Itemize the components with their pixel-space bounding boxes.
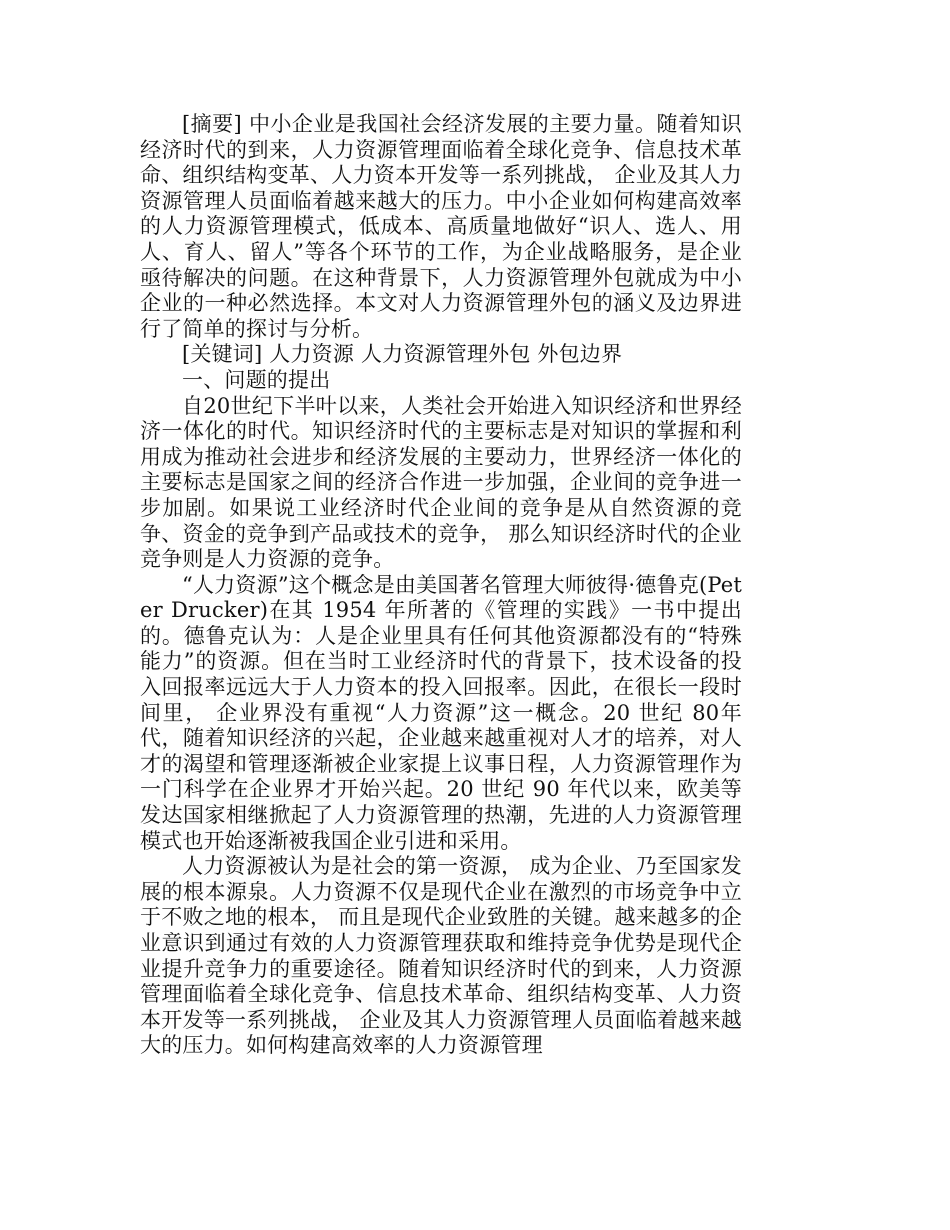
body-paragraph-1: 自20世纪下半叶以来，人类社会开始进入知识经济和世界经济一体化的时代。知识经济时代的主要标志是对知识的掌握和利用成为推动社会进步和经济发展的主要动力，世界经济一体化的主要标志是国家之间的经济合作进一步加强，企业间的竞争进一步加剧。如果说工业经济时代企业间的竞争是从自然资源的竞争、资金的竞争到产品或技术的竞争， 那么知识经济时代的企业竞争则是人力资源的竞争。 (140, 393, 742, 572)
abstract-paragraph: [摘要] 中小企业是我国社会经济发展的主要力量。随着知识经济时代的到来，人力资源管理面临着全球化竞争、信息技术革命、组织结构变革、人力资本开发等一系列挑战， 企业及其人力资源管理人员面临着越来越大的压力。中小企业如何构建高效率的人力资源管理模式，低成本、高质量地做好“识人、选人、用人、育人、留人”等各个环节的工作，为企业战略服务，是企业亟待解决的问题。在这种背景下，人力资源管理外包就成为中小企业的一种必然选择。本文对人力资源管理外包的涵义及边界进行了简单的探讨与分析。 (140, 112, 742, 341)
keywords-paragraph: [关键词] 人力资源 人力资源管理外包 外包边界 (182, 342, 623, 367)
section-heading: 一、问题的提出 (182, 367, 331, 392)
document-body (140, 112, 742, 1059)
body-paragraph-2: “人力资源”这个概念是由美国著名管理大师彼得·德鲁克(Peter Drucker)在其 1954 年所著的《管理的实践》一书中提出的。德鲁克认为：人是企业里具有任何其他资源都没有的“特殊能力”的资源。但在当时工业经济时代的背景下，技术设备的投入回报率远远大于人力资本的投入回报率。因此，在很长一段时间里， 企业界没有重视“人力资源”这一概念。20 世纪 80年代，随着知识经济的兴起，企业越来越重视对人才的培养，对人才的渴望和管理逐渐被企业家提上议事日程，人力资源管理作为一门科学在企业界才开始兴起。20 世纪 90 年代以来，欧美等发达国家相继掀起了人力资源管理的热潮，先进的人力资源管理模式也开始逐渐被我国企业引进和采用。 (140, 572, 742, 853)
body-paragraph-3: 人力资源被认为是社会的第一资源， 成为企业、乃至国家发展的根本源泉。人力资源不仅是现代企业在激烈的市场竞争中立于不败之地的根本， 而且是现代企业致胜的关键。越来越多的企业意识到通过有效的人力资源管理获取和维持竞争优势是现代企业提升竞争力的重要途径。随着知识经济时代的到来，人力资源管理面临着全球化竞争、信息技术革命、组织结构变革、人力资本开发等一系列挑战， 企业及其人力资源管理人员面临着越来越大的压力。如何构建高效率的人力资源管理 (140, 854, 742, 1058)
